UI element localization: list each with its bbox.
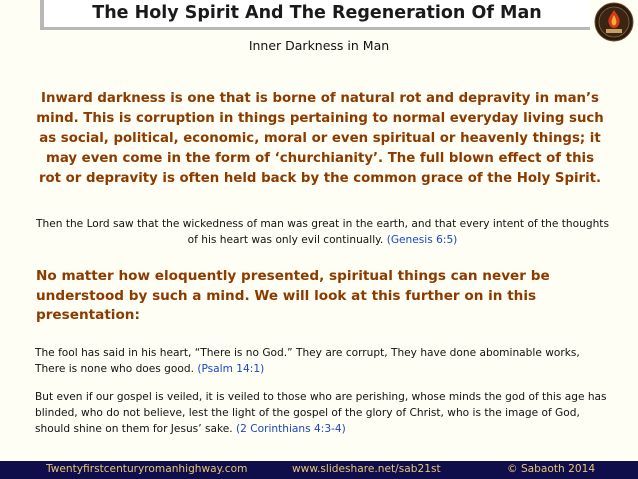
paragraph-inward-darkness: Inward darkness is one that is borne of natural rot and depravity in man’s mind. This is corruption in things pertaining to normal everyday living such as social, political, economic, moral or even spiritual or heavenly things; it may even come in the form of ‘churchianity’. The full blown effect of this rot or depravity is often held back by the common grace of the Holy Spirit. [36,91,604,186]
footer-slideshare-url: www.slideshare.net/sab21st [292,463,441,475]
scripture-quote-genesis [35,216,610,248]
quote-text: The fool has said in his heart, “There is no God.” They are corrupt, They have done abominable works, There is none who does good. [35,347,580,375]
quote-text: Then the Lord saw that the wickedness of man was great in the earth, and that every intent of the thoughts of his heart was only evil continually. [36,218,609,246]
scripture-reference: (2 Corinthians 4:3-4) [235,423,346,435]
page-title: The Holy Spirit And The Regeneration Of Man [92,3,542,23]
scripture-reference: (Psalm 14:1) [197,363,265,375]
scripture-quote-psalm [35,345,610,377]
scripture-quote-corinthians [35,389,610,437]
scripture-reference: (Genesis 6:5) [386,234,458,246]
footer-website: Twentyfirstcenturyromanhighway.com [46,463,248,475]
paragraph-spiritual-things: No matter how eloquently presented, spiritual things can never be understood by such a mind. We will look at this further on in this presentation: [36,268,550,323]
footer-bar [0,461,638,479]
footer-copyright: © Sabaoth 2014 [507,463,596,475]
logo-emblem-icon [594,2,634,42]
title-bar [40,0,590,30]
slide-subtitle: Inner Darkness in Man [248,38,390,53]
quote-text: But even if our gospel is veiled, it is veiled to those who are perishing, whose minds the god of this age has blinded, who do not believe, lest the light of the gospel of the glory of Christ, who is the image of God, should shine on them for Jesus’ sake. [35,391,607,435]
